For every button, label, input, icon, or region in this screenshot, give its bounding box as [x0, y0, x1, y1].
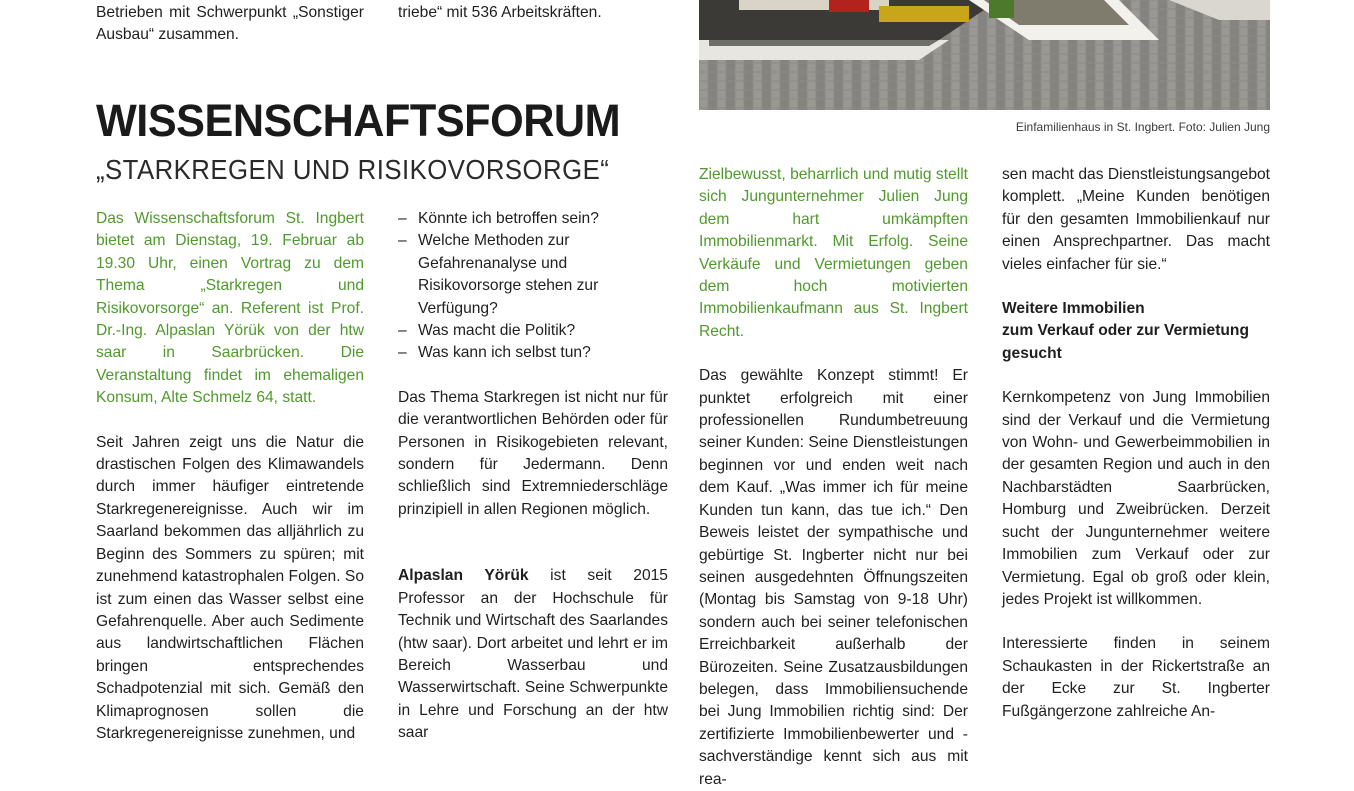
top-left-fragment	[96, 2, 364, 47]
competence-paragraph: Kernkompetenz von Jung Immobilien sind der Verkauf und die Vermietung von Wohn- und Gewerbeimmobilien in der gesamten Region und auch in den Nachbarstädten Saarbrücken, Homburg und Zweibrücken. Derzeit sucht der Jungunternehmer weitere Immobilien zum Verkauf oder zur Vermietung. Egal ob groß oder klein, jedes Projekt ist willkommen.	[1002, 389, 1270, 608]
top-left-line-2: Ausbau“ zusammen.	[96, 26, 240, 44]
house-photo-image	[699, 0, 1270, 110]
section-subheading	[1002, 298, 1270, 365]
bio-name: Alpaslan Yörük	[398, 567, 529, 585]
article-headline: WISSENSCHAFTSFORUM	[96, 95, 621, 146]
column-2	[398, 208, 668, 745]
list-item: – Welche Methoden zur Gefahrenanalyse und Risikovorsorge stehen zur Verfügung?	[398, 230, 668, 320]
column-1	[96, 208, 364, 745]
top-mid-fragment	[398, 2, 668, 24]
list-item: – Was macht die Politik?	[398, 320, 668, 342]
bio-paragraph	[398, 565, 668, 744]
bio-text: ist seit 2015 Professor an der Hochschule für Technik und Wirtschaft des Saarlandes (htw saar). Dort arbeitet und lehrt er im Bereich Wasserbau und Wasserwirtschaft. Seine Schwerpunkte in Lehre und Forschung an der htw saar	[398, 567, 668, 742]
relevance-paragraph: Das Thema Starkregen ist nicht nur für die verantwortlichen Behörden oder für Personen in Risikogebieten relevant, sondern für Jedermann. Denn schließlich sind Extremniederschläge prinzipiell in allen Regionen möglich.	[398, 388, 668, 518]
service-paragraph: sen macht das Dienstleistungsangebot komplett. „Meine Kunden benötigen für den gesamten Immobilienkauf nur einen Ansprechpartner. Das macht vieles einfacher für sie.“	[1002, 166, 1270, 273]
forum-body-paragraph: Seit Jahren zeigt uns die Natur die drastischen Folgen des Klimawandels durch immer häufiger eintretende Starkregenereignisse. Auch wir im Saarland bekommen das alljährlich zu Beginn des Sommers zu spüren; mit zunehmend katastrophalen Folgen. So ist zum einen das Wasser selbst eine Gefahrenquelle. Aber auch Sedimente aus landwirtschaftlichen Flächen bringen entsprechendes Schadpotenzial mit sich. Gemäß den Klimaprognosen sollen die Starkregenereignisse zunehmen, und	[96, 433, 364, 742]
top-left-line-1: Betrieben mit Schwerpunkt „Sonstiger	[96, 4, 364, 21]
list-item: – Könnte ich betroffen sein?	[398, 208, 668, 230]
column-3	[699, 164, 968, 791]
house-photo	[699, 0, 1270, 110]
subheading-line-3: gesucht	[1002, 344, 1062, 362]
subheading-line-1: Weitere Immobilien	[1002, 300, 1145, 318]
column-4	[1002, 164, 1270, 723]
list-item: – Was kann ich selbst tun?	[398, 342, 668, 364]
showcase-paragraph: Interessierte finden in seinem Schaukasten in der Rickertstraße an der Ecke zur St. Ingberter Fußgängerzone zahlreiche An-	[1002, 635, 1270, 720]
photo-caption: Einfamilienhaus in St. Ingbert. Foto: Julien Jung	[1015, 120, 1270, 134]
article-subheadline: „STARKREGEN UND RISIKOVORSORGE“	[96, 154, 610, 185]
subheading-line-2: zum Verkauf oder zur Vermietung	[1002, 322, 1249, 340]
top-mid-line-1: triebe“ mit 536 Arbeitskräften.	[398, 4, 602, 21]
jung-intro-paragraph: Zielbewusst, beharrlich und mutig stellt sich Jungunternehmer Julien Jung dem hart umkämpften Immobilienmarkt. Mit Erfolg. Seine Verkäufe und Vermietungen geben dem hoch motivierten Immobilienkaufmann aus St. Ingbert Recht.	[699, 166, 968, 340]
forum-intro-paragraph: Das Wissenschaftsforum St. Ingbert bietet am Dienstag, 19. Februar ab 19.30 Uhr, einen Vortrag zu dem Thema „Starkregen und Risikovorsorge“ an. Referent ist Prof. Dr.-Ing. Alpaslan Yörük von der htw saar in Saarbrücken. Die Veranstaltung findet im ehemaligen Konsum, Alte Schmelz 64, statt.	[96, 210, 364, 407]
jung-body-paragraph: Das gewählte Konzept stimmt! Er punktet erfolgreich mit einer professionellen Rundumbetreuung seiner Kunden: Seine Dienstleistungen beginnen vor und enden weit nach dem Kauf. „Was immer ich für meine Kunden tun kann, das tue ich.“ Den Beweis leistet der sympathische und gebürtige St. Ingberter nicht nur bei seinen ausgedehnten Öffnungszeiten (Montag bis Samstag von 9-18 Uhr) sondern auch bei seiner telefonischen Erreichbarkeit außerhalb der Bürozeiten. Seine Zusatzausbildungen belegen, dass Immobiliensuchende bei Jung Immobilien richtig sind: Der zertifizierte Immobilienbewerter und -sachverständige kennt sich aus mit rea-	[699, 367, 968, 788]
question-list	[398, 208, 668, 365]
